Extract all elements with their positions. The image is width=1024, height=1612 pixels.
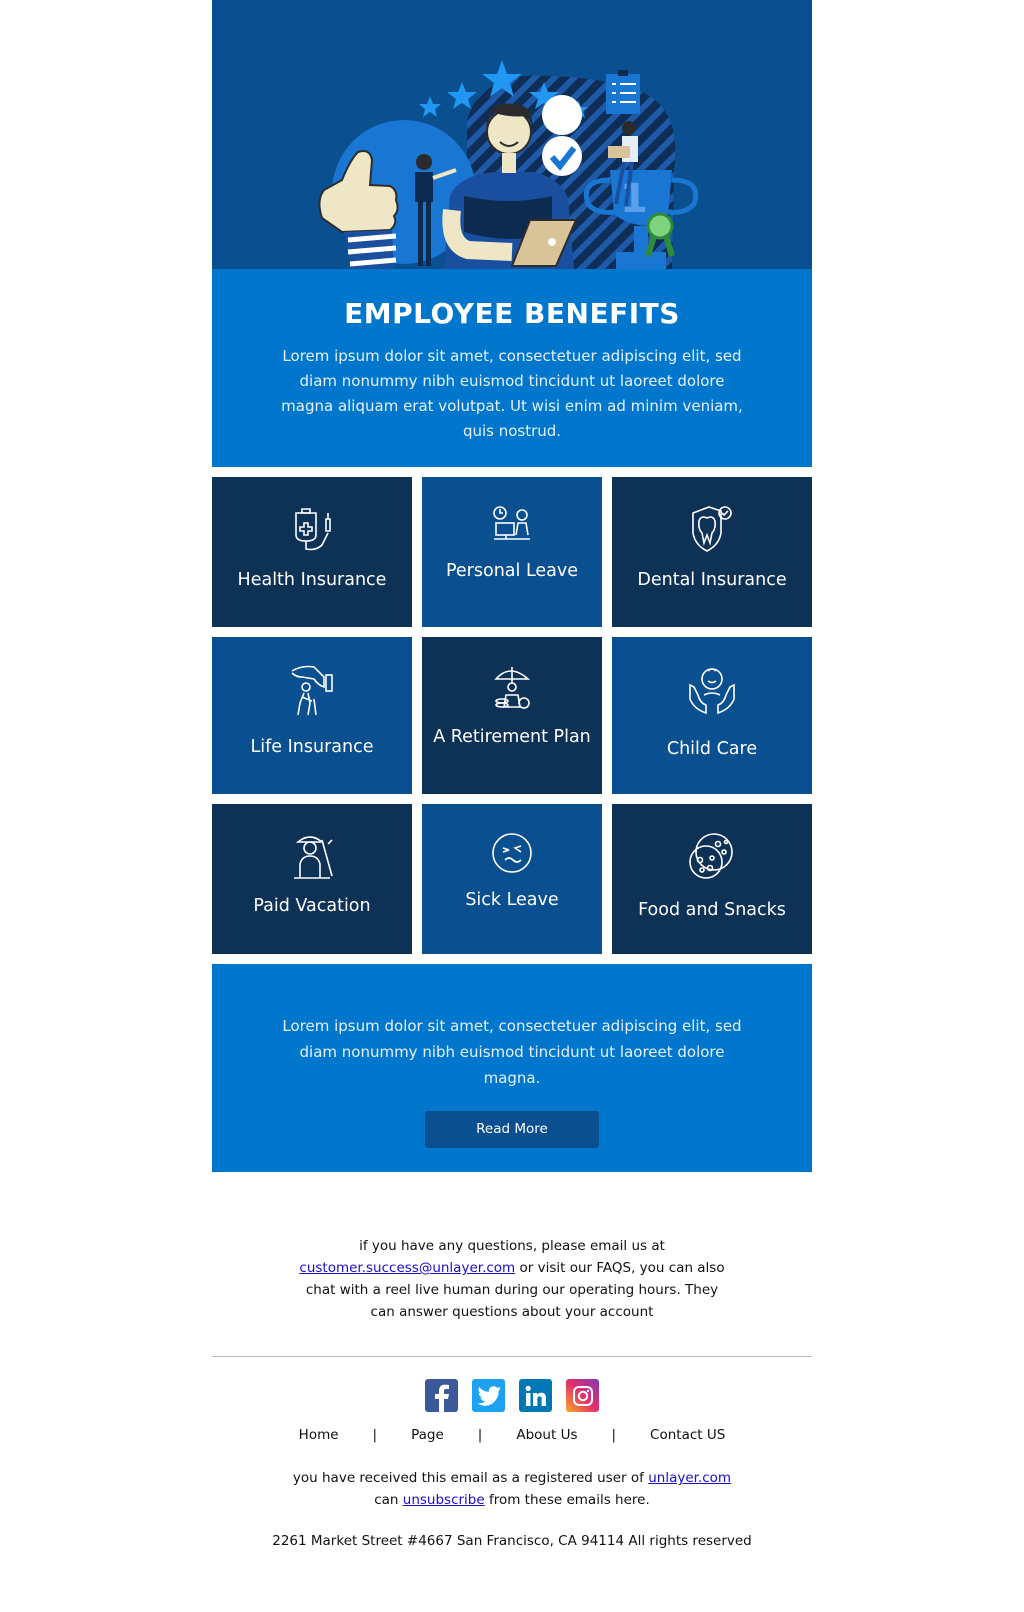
benefit-label: A Retirement Plan (433, 727, 591, 747)
benefit-label: Food and Snacks (638, 900, 786, 920)
benefit-label: Sick Leave (465, 890, 559, 910)
facebook-icon[interactable] (425, 1379, 458, 1412)
benefit-tile-food-and-snacks (612, 804, 812, 954)
benefit-tile-sick-leave (422, 804, 602, 954)
traveler-icon (288, 832, 336, 880)
benefit-tile-personal-leave (422, 477, 602, 627)
linkedin-icon[interactable] (519, 1379, 552, 1412)
benefit-label: Health Insurance (237, 570, 387, 590)
nav-home[interactable]: Home (298, 1427, 339, 1443)
svg-text:1: 1 (620, 176, 648, 222)
support-text-post: or visit our FAQS, you can also chat with a reel live human during our operating hours. They can answer questions about your account (305, 1260, 725, 1320)
benefit-label: Child Care (666, 739, 758, 759)
twitter-icon[interactable] (472, 1379, 505, 1412)
employee-benefits-illustration (212, 0, 812, 269)
nav-about-us[interactable]: About Us (516, 1427, 578, 1443)
instagram-icon[interactable] (566, 1379, 599, 1412)
intro-section (212, 269, 812, 467)
benefit-tile-retirement-plan (422, 637, 602, 794)
page-title: EMPLOYEE BENEFITS (344, 297, 680, 330)
promo-section (212, 964, 812, 1172)
benefit-label: Dental Insurance (637, 570, 787, 590)
postal-address: 2261 Market Street #4667 San Francisco, CA 94114 All rights reserved (272, 1533, 752, 1549)
footer-nav (212, 1427, 812, 1443)
email-container (212, 0, 812, 1549)
child-hands-icon (686, 665, 738, 717)
nav-separator: | (611, 1427, 617, 1443)
benefits-grid (212, 477, 812, 954)
cookie-icon (688, 832, 736, 880)
umbrella-money-icon (492, 665, 532, 711)
notice-text-mid: can (374, 1492, 403, 1508)
nav-contact-us[interactable]: Contact US (650, 1427, 726, 1443)
hero-banner (212, 0, 812, 269)
intro-text: Lorem ipsum dolor sit amet, consectetuer adipiscing elit, sed diam nonummy nibh euismod tincidunt ut laoreet dolore magna aliquam erat volutpat. Ut wisi enim ad minim veniam, quis nostrud. (281, 347, 743, 440)
notice-text-pre: you have received this email as a registered user of (292, 1470, 649, 1486)
notice-text-post: from these emails here. (484, 1492, 650, 1508)
subscription-notice (212, 1467, 812, 1511)
hand-elder-icon (288, 665, 336, 717)
nav-page[interactable]: Page (411, 1427, 444, 1443)
footer-divider (212, 1356, 812, 1357)
unsubscribe-link[interactable]: unsubscribe (402, 1492, 485, 1508)
support-note (297, 1172, 727, 1323)
benefit-tile-child-care (612, 637, 812, 794)
social-links (212, 1379, 812, 1412)
support-text-pre: if you have any questions, please email us at (359, 1238, 665, 1254)
benefit-label: Life Insurance (250, 737, 374, 757)
promo-text: Lorem ipsum dolor sit amet, consectetuer adipiscing elit, sed diam nonummy nibh euismod tincidunt ut laoreet dolore magna. (282, 1017, 742, 1087)
nav-separator: | (372, 1427, 378, 1443)
sick-face-icon (491, 832, 533, 874)
benefit-tile-paid-vacation (212, 804, 412, 954)
benefit-tile-health-insurance (212, 477, 412, 627)
tooth-shield-icon (689, 505, 735, 553)
read-more-button[interactable]: Read More (425, 1111, 599, 1148)
benefit-tile-dental-insurance (612, 477, 812, 627)
footer (212, 1172, 812, 1549)
iv-bag-icon (288, 505, 336, 553)
unlayer-link[interactable]: unlayer.com (648, 1470, 732, 1486)
support-email-link[interactable]: customer.success@unlayer.com (299, 1260, 516, 1276)
benefit-label: Paid Vacation (253, 896, 371, 916)
benefit-label: Personal Leave (445, 561, 578, 581)
desk-clock-icon (492, 505, 532, 545)
benefit-tile-life-insurance (212, 637, 412, 794)
nav-separator: | (477, 1427, 483, 1443)
